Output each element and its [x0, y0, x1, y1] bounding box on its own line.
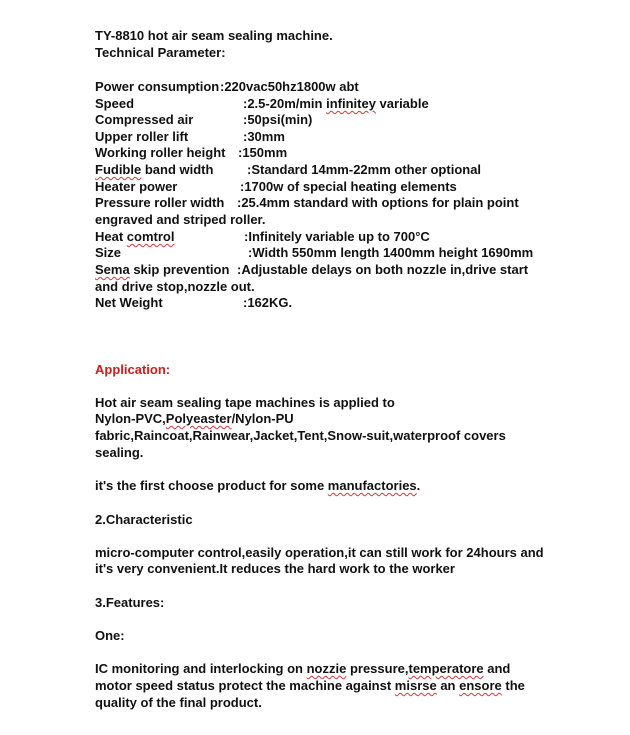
characteristic-line: micro-computer control,easily operation,it can still work for 24hours and — [95, 545, 544, 560]
parameter-value: :1700w of special heating elements — [240, 179, 457, 194]
section-technical-parameter: Technical Parameter: — [95, 45, 226, 60]
parameter-label: Size — [95, 245, 122, 260]
parameter-label: Upper roller lift — [95, 129, 189, 144]
parameter-label: Heater power — [95, 179, 178, 194]
parameter-row — [95, 79, 535, 95]
parameter-row — [95, 245, 535, 261]
characteristic-heading: 2.Characteristic — [95, 512, 193, 527]
parameter-row — [95, 129, 535, 145]
parameter-label: Speed — [95, 96, 135, 111]
parameter-row — [95, 195, 535, 211]
parameter-value: :150mm — [238, 145, 288, 160]
parameter-row — [95, 162, 535, 178]
parameter-value: :50psi(min) — [243, 112, 313, 127]
parameter-row — [95, 179, 535, 195]
parameter-label: Pressure roller width — [95, 195, 225, 210]
document-title: TY-8810 hot air seam sealing machine. — [95, 28, 333, 43]
parameter-row — [95, 262, 535, 278]
parameter-label: Compressed air — [95, 112, 194, 127]
features-heading: 3.Features: — [95, 595, 165, 610]
parameter-continuation: engraved and striped roller. — [95, 212, 266, 227]
parameter-continuation: and drive stop,nozzle out. — [95, 279, 255, 294]
parameter-label: Power consumption — [95, 79, 220, 94]
parameter-label: Heat comtrol — [95, 229, 175, 244]
features-subheading: One: — [95, 628, 125, 643]
characteristic-line: it's very convenient.It reduces the hard work to the worker — [95, 561, 455, 576]
application-line: Hot air seam sealing tape machines is applied to — [95, 395, 395, 410]
parameter-row — [95, 112, 535, 128]
application-heading: Application: — [95, 362, 171, 377]
parameter-label: Fudible band width — [95, 162, 214, 177]
parameter-value: :Adjustable delays on both nozzle in,drive start — [237, 262, 529, 277]
parameter-value: :Infinitely variable up to 700°C — [244, 229, 430, 244]
application-note: it's the first choose product for some manufactories. — [95, 478, 421, 493]
parameter-value: :Standard 14mm-22mm other optional — [247, 162, 482, 177]
parameter-row — [95, 145, 535, 161]
parameter-value: :220vac50hz1800w abt — [220, 79, 359, 94]
parameter-label: Net Weight — [95, 295, 163, 310]
parameter-value: :30mm — [243, 129, 285, 144]
parameter-label: Working roller height — [95, 145, 226, 160]
parameter-row — [95, 229, 535, 245]
parameter-value: :2.5-20m/min infinitey variable — [243, 96, 429, 111]
parameter-row — [95, 96, 535, 112]
application-line: sealing. — [95, 445, 144, 460]
features-line: IC monitoring and interlocking on nozzie pressure,temperatore and — [95, 661, 511, 676]
parameter-value: :162KG. — [243, 295, 293, 310]
application-line: Nylon-PVC,Polyeaster/Nylon-PU — [95, 411, 294, 426]
application-line: fabric,Raincoat,Rainwear,Jacket,Tent,Snow-suit,waterproof covers — [95, 428, 506, 443]
parameter-value: :25.4mm standard with options for plain point — [237, 195, 519, 210]
parameter-value: :Width 550mm length 1400mm height 1690mm — [248, 245, 534, 260]
features-line: motor speed status protect the machine against misrse an ensore the — [95, 678, 525, 693]
features-line: quality of the final product. — [95, 695, 262, 710]
parameter-row — [95, 295, 535, 311]
parameter-label: Sema skip prevention — [95, 262, 230, 277]
